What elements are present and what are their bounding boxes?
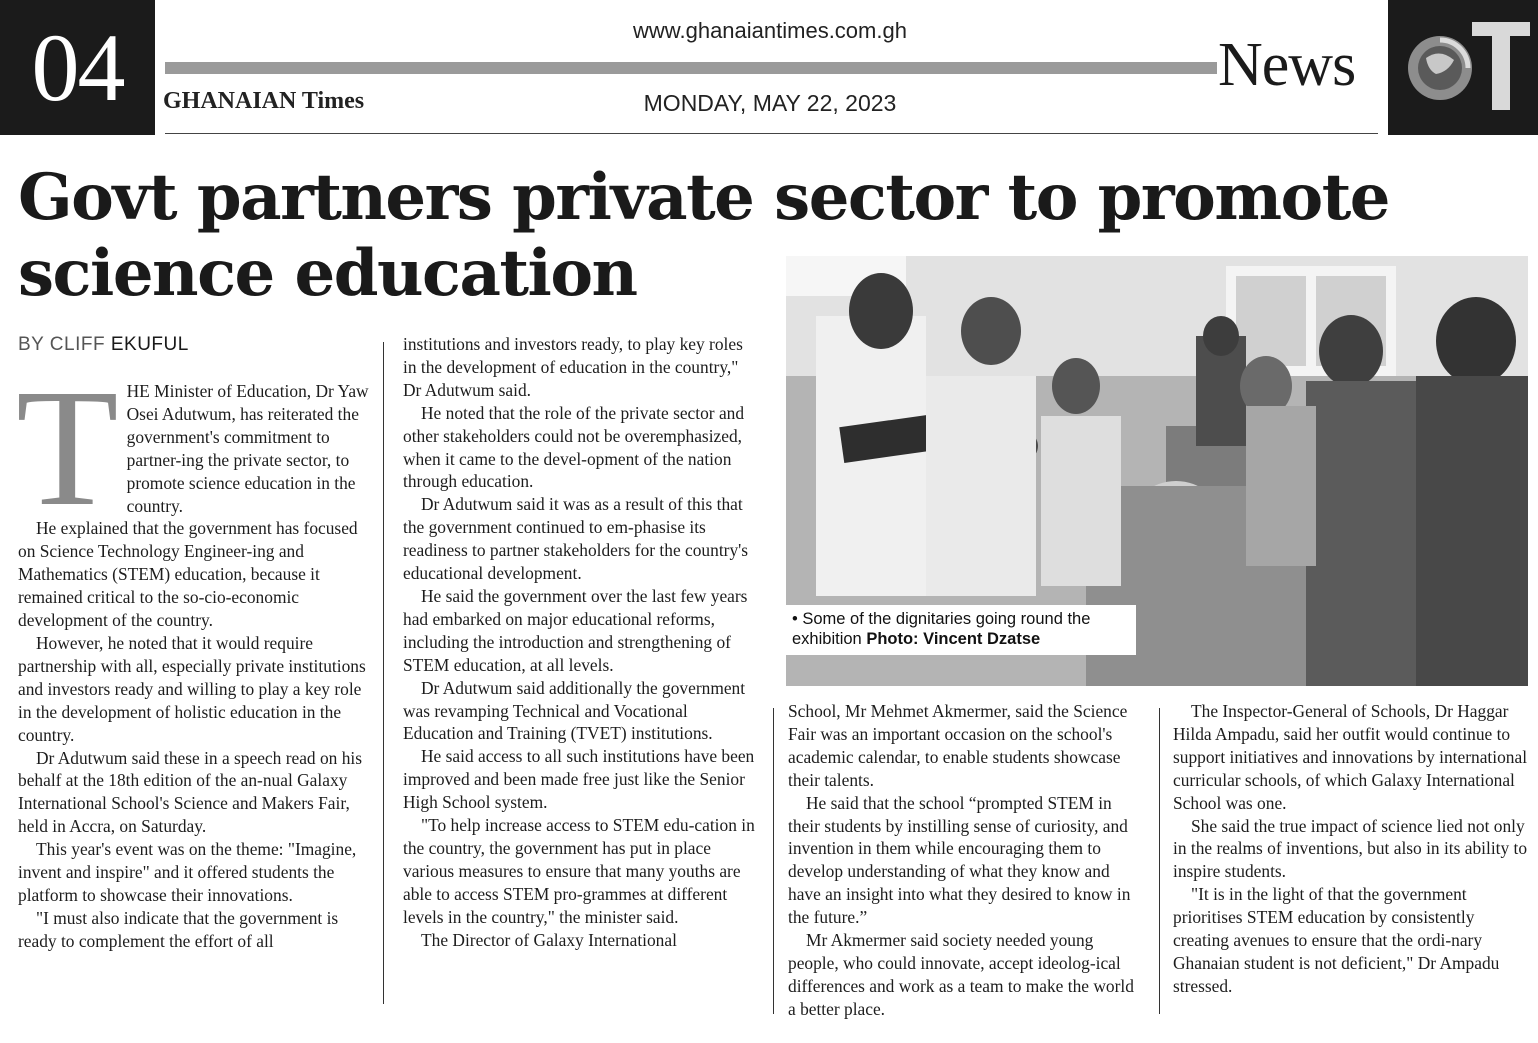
drop-cap: T: [16, 355, 119, 541]
page-number: 04: [0, 0, 155, 135]
byline: [18, 334, 189, 356]
paragraph: He said that the school “prompted STEM in their students by instilling sense of curiosity, and invention in them while encouraging them to develop understanding of what they know and have an insight into what they desired to know in the future.”: [788, 792, 1131, 928]
column-divider: [383, 342, 384, 1004]
paragraph: institutions and investors ready, to play key roles in the development of education in the country," Dr Adutwum said.: [403, 334, 743, 400]
byline-name: EKUFUL: [110, 334, 189, 355]
paragraph: HE Minister of Education, Dr Yaw Osei Adutwum, has reiterated the government's commitment to partner-ing the private sector, to promote science education in the country.: [126, 381, 369, 516]
paragraph: "I must also indicate that the government is ready to complement the effort of all: [18, 907, 339, 951]
byline-prefix: BY CLIFF: [18, 334, 106, 355]
column-divider: [1159, 708, 1160, 1014]
paragraph: The Inspector-General of Schools, Dr Haggar Hilda Ampadu, said her outfit would continue to support initiatives and innovations by international curricular schools, of which Galaxy International School was one.: [1173, 701, 1528, 813]
caption-text: • Some of the dignitaries going round the exhibition: [792, 610, 1091, 648]
column-divider: [773, 708, 774, 1014]
paragraph: Mr Akmermer said society needed young people, who could innovate, accept ideolog-ical differences and work as a team to make the world a better place.: [788, 930, 1134, 1019]
gt-logo: [1388, 0, 1538, 135]
paragraph: He explained that the government has focused on Science Technology Engineer-ing and Mathematics (STEM) education, because it remained critical to the so-cio-economic development of the country.: [18, 518, 358, 631]
header-divider: [165, 133, 1378, 134]
website-url[interactable]: www.ghanaiantimes.com.gh: [633, 18, 907, 43]
paragraph: He said the government over the last few years had embarked on major educational reforms, including the introduction and strengthening of STEM education, at all levels.: [403, 585, 748, 675]
paragraph: "It is in the light of that the government prioritises STEM education by consistently creating avenues to ensure that the ordi-nary Ghanaian student is not deficient," Dr Ampadu stressed.: [1173, 884, 1500, 996]
paper-name: GHANAIAN Times: [163, 88, 365, 114]
issue-date: MONDAY, MAY 22, 2023: [643, 90, 897, 116]
paragraph: He noted that the role of the private sector and other stakeholders could not be overemphasized, when it came to the devel-opment of the nation through education.: [403, 402, 745, 492]
header-rule-bar: [165, 62, 1217, 74]
paragraph: The Director of Galaxy International: [421, 929, 677, 950]
photo-credit: Photo: Vincent Dzatse: [866, 630, 1041, 648]
photo-caption: [786, 605, 1136, 655]
article-column-4: [1173, 700, 1529, 998]
paragraph: However, he noted that it would require partnership with all, especially private institutions and investors ready and willing to play a key role in the development of holistic education in the country.: [18, 632, 366, 745]
paragraph: "To help increase access to STEM edu-cation in the country, the government has put in place various measures to ensure that many youths are able to access STEM pro-grammes at different levels in the country," the minister said.: [403, 815, 755, 927]
paragraph: This year's event was on the theme: "Imagine, invent and inspire" and it offered students the platform to showcase their innovations.: [18, 839, 357, 905]
section-title: News: [1218, 31, 1356, 99]
article-column-1: [16, 355, 374, 953]
article-column-2: [403, 333, 759, 951]
paragraph: She said the true impact of science lied not only in the realms of inventions, but also in its ability to inspire students.: [1173, 815, 1528, 882]
paragraph: Dr Adutwum said it was as a result of this that the government continued to em-phasise its readiness to partner stakeholders for the country's educational development.: [403, 494, 749, 584]
paragraph: School, Mr Mehmet Akmermer, said the Science Fair was an important occasion on the school's academic calendar, to enable students showcase their talents.: [788, 701, 1128, 790]
article-column-3: [788, 700, 1144, 1021]
paragraph: Dr Adutwum said additionally the government was revamping Technical and Vocational Education and Training (TVET) institutions.: [403, 677, 746, 744]
paragraph: Dr Adutwum said these in a speech read on his behalf at the 18th edition of the an-nual Galaxy International School's Science and Makers Fair, held in Accra, on Saturday.: [18, 747, 362, 837]
paragraph: He said access to all such institutions have been improved and been made free just like the Senior High School system.: [403, 746, 755, 813]
headline: Govt partners private sector to promote science education: [18, 160, 1389, 311]
